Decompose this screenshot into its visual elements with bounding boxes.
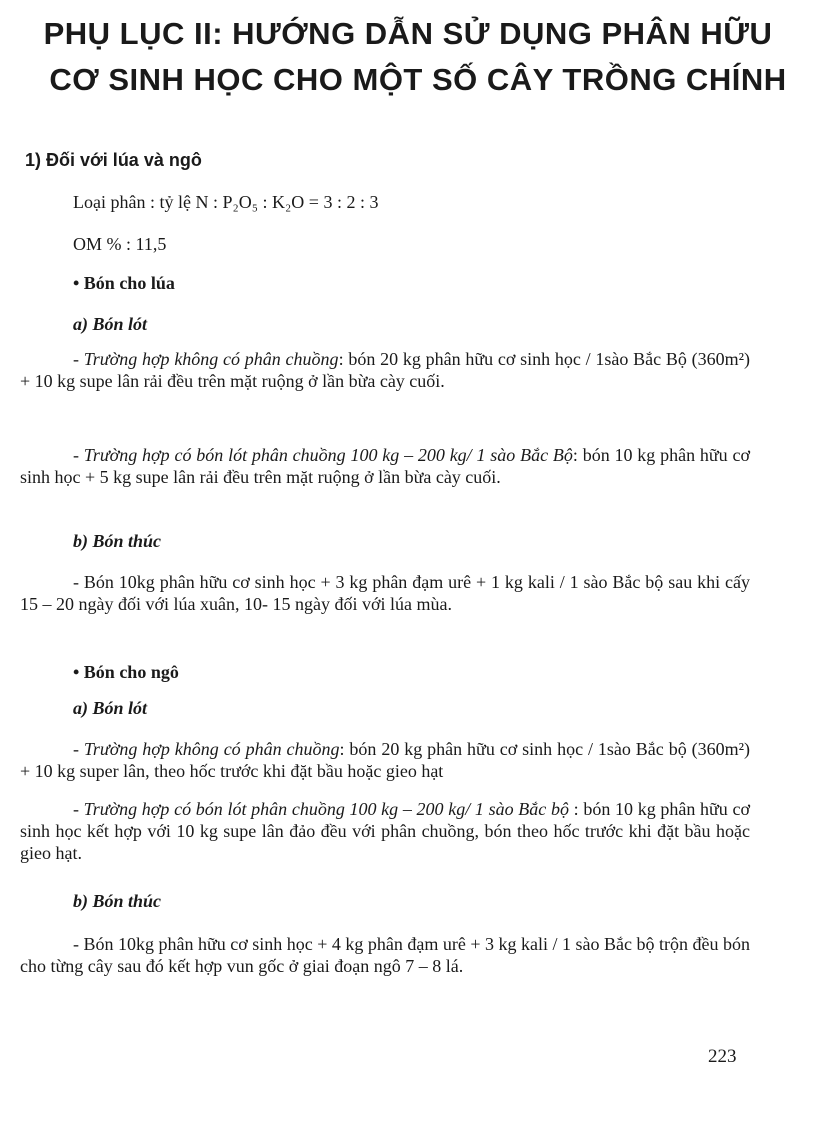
corn-case-1-condition: - Trường hợp không có phân chuồng bbox=[73, 739, 340, 759]
corn-heading: • Bón cho ngô bbox=[73, 662, 179, 682]
page-title-line-2: CƠ SINH HỌC CHO MỘT SỐ CÂY TRỒNG CHÍNH bbox=[49, 62, 787, 97]
page-title-line-1: PHỤ LỤC II: HƯỚNG DẪN SỬ DỤNG PHÂN HỮU bbox=[43, 16, 773, 51]
corn-top-text: - Bón 10kg phân hữu cơ sinh học + 4 kg phân đạm urê + 3 kg kali / 1 sào Bắc bộ trộn đều bón cho từng cây sau đó kết hợp vun gốc ở giai đoạn ngô 7 – 8 lá. bbox=[20, 934, 750, 976]
corn-basal-heading: a) Bón lót bbox=[73, 698, 148, 718]
om-value: OM % : 11,5 bbox=[73, 234, 167, 254]
corn-case-2-text: : bón 10 kg phân hữu cơ sinh học kết hợp với 10 kg supe lân đảo đều với phân chuồng, bón theo hốc trước khi đặt bầu hoặc gieo hạt. bbox=[20, 799, 750, 863]
rice-top-text: - Bón 10kg phân hữu cơ sinh học + 3 kg phân đạm urê + 1 kg kali / 1 sào Bắc bộ sau khi cấy 15 – 20 ngày đối với lúa xuân, 10- 15 ngày đối với lúa mùa. bbox=[20, 572, 750, 614]
corn-basal-case-2 bbox=[20, 798, 750, 864]
rice-heading: • Bón cho lúa bbox=[73, 273, 175, 293]
rice-basal-case-2 bbox=[20, 444, 750, 488]
section-heading: 1) Đối với lúa và ngô bbox=[25, 150, 202, 170]
fertilizer-type: Loại phân : tỷ lệ N : P₂O₅ : K₂O = 3 : 2 : 3 bbox=[73, 192, 379, 212]
rice-case-1-condition: - Trường hợp không có phân chuồng bbox=[73, 349, 339, 369]
rice-case-2-text: : bón 10 kg phân hữu cơ sinh học + 5 kg supe lân rải đều trên mặt ruộng ở lần bừa cày cuối. bbox=[20, 445, 750, 487]
rice-case-2-condition: - Trường hợp có bón lót phân chuồng 100 kg – 200 kg/ 1 sào Bắc Bộ bbox=[73, 445, 573, 465]
corn-case-1-text: : bón 20 kg phân hữu cơ sinh học / 1sào Bắc bộ (360m²) + 10 kg super lân, theo hốc trước khi đặt bầu hoặc gieo hạt bbox=[20, 739, 750, 781]
page-number: 223 bbox=[708, 1046, 737, 1067]
rice-case-1-text: : bón 20 kg phân hữu cơ sinh học / 1sào Bắc Bộ (360m²) + 10 kg supe lân rải đều trên mặt ruộng ở lần bừa cày cuối. bbox=[20, 349, 751, 391]
rice-basal-case-1 bbox=[20, 348, 750, 392]
corn-top-heading: b) Bón thúc bbox=[73, 891, 162, 911]
rice-basal-heading: a) Bón lót bbox=[73, 314, 148, 334]
corn-basal-case-1 bbox=[20, 738, 750, 782]
corn-case-2-condition: - Trường hợp có bón lót phân chuồng 100 kg – 200 kg/ 1 sào Bắc bộ bbox=[73, 799, 569, 819]
rice-top-heading: b) Bón thúc bbox=[73, 531, 162, 551]
